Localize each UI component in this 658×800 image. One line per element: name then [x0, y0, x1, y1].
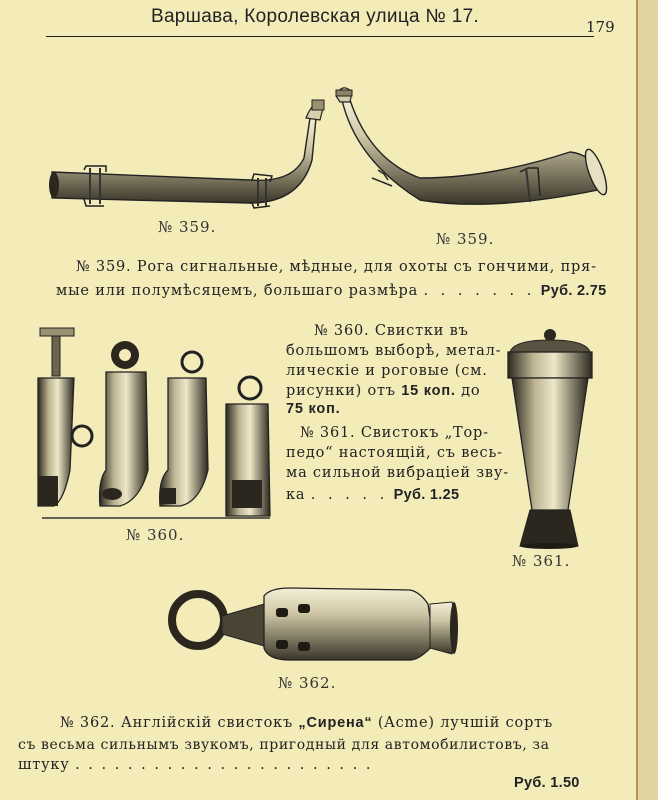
horn-straight-label: № 359.: [158, 218, 217, 236]
item-359-line-2-text: мые или полумѣсяцемъ, большаго размѣра: [56, 283, 419, 299]
horn-straight-illustration: [49, 100, 324, 208]
item-361-dots: . . . . .: [310, 487, 389, 503]
item-359-line-2: [56, 282, 606, 301]
item-362-price: Руб. 1.50: [514, 775, 580, 791]
item-360-price-from: 15 коп.: [401, 383, 456, 399]
torpedo-whistle-illustration: [508, 329, 592, 549]
item-362-name: „Сирена“: [298, 715, 373, 731]
item-359-dots: . . . . . . .: [423, 283, 536, 299]
item-362-line-1-pre: № 362. Англійскій свистокъ: [60, 715, 299, 731]
item-360-line-1: № 360. Свистки въ: [314, 323, 469, 339]
siren-whistle-illustration: [172, 588, 458, 660]
page-header-title: Варшава, Королевская улица № 17.: [150, 6, 480, 27]
item-360-price-to: 75 коп.: [286, 401, 341, 417]
item-361-line-2: педо“ настоящій, съ весь-: [286, 445, 503, 461]
item-362-line-3-text: штуку: [18, 757, 70, 773]
item-359-line-1: № 359. Рога сигнальные, мѣдные, для охоты съ гончими, пря-: [76, 259, 597, 275]
torpedo-label: № 361.: [512, 552, 571, 570]
item-361-price: Руб. 1.25: [393, 487, 460, 503]
item-359-price: Руб. 2.75: [540, 283, 607, 299]
horn-curved-label: № 359.: [436, 230, 495, 248]
item-360-line-4: [286, 382, 480, 401]
item-362-line-3: [18, 756, 372, 775]
siren-label: № 362.: [278, 674, 337, 692]
whistles-illustration: [38, 328, 270, 518]
item-360-line-4-text: рисунки) отъ: [286, 383, 402, 399]
item-361-line-1: № 361. Свистокъ „Тор-: [300, 425, 489, 441]
page-number: 179: [586, 18, 615, 36]
item-361-line-4: [286, 486, 459, 505]
item-362-dots: . . . . . . . . . . . . . . . . . . . . . . .: [75, 757, 373, 773]
item-360-line-3: лическіе и роговые (см.: [286, 363, 488, 379]
item-361-line-4-text: ка: [286, 487, 306, 503]
whistles-label: № 360.: [126, 526, 185, 544]
horn-curved-illustration: [336, 88, 611, 204]
item-361-line-3: ма сильной вибраціей зву-: [286, 465, 509, 481]
item-360-line-2: большомъ выборѣ, метал-: [286, 343, 502, 359]
item-362-line-1: [60, 714, 553, 733]
item-362-line-2: съ весьма сильнымъ звукомъ, пригодный для автомобилистовъ, за: [18, 737, 550, 753]
item-360-line-4-mid: до: [455, 383, 481, 399]
item-362-line-1-post: (Acme) лучшій сортъ: [372, 715, 553, 731]
